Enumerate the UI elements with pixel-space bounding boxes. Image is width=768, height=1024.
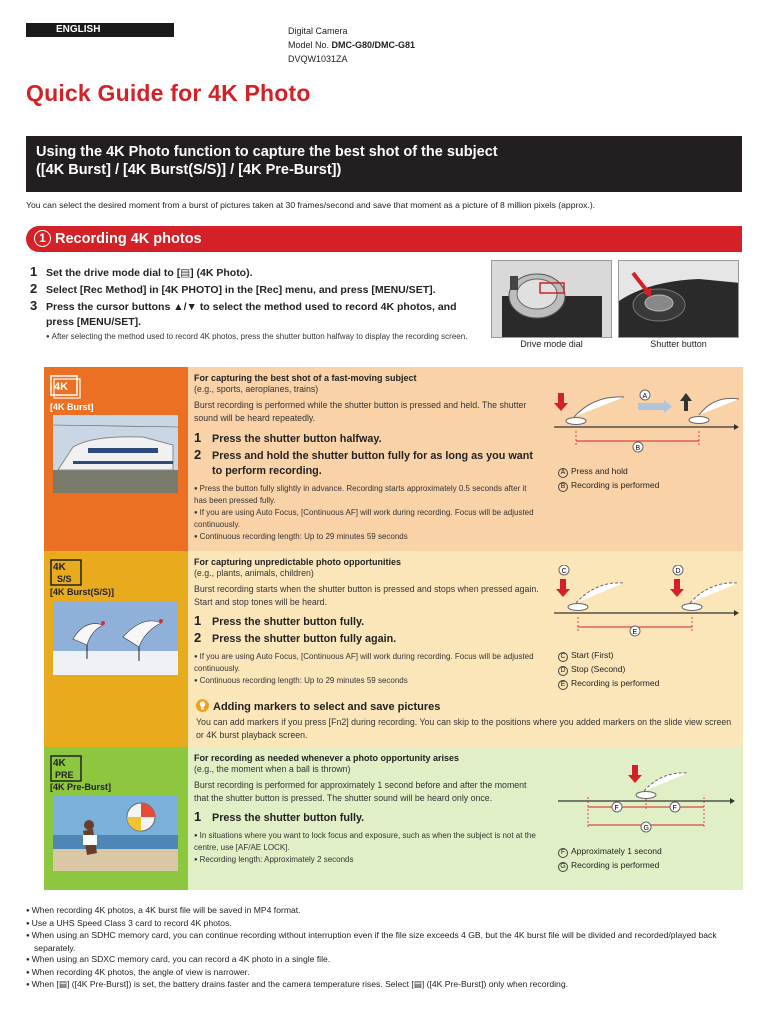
- drive-mode-dial-illustration: [491, 260, 612, 338]
- footnote: ● Use a UHS Speed Class 3 card to record 4K photos.: [26, 918, 746, 931]
- train-photo: [53, 415, 178, 493]
- burst-ss-timing-diagram: [554, 565, 739, 650]
- mode-step: 1 Press the shutter button fully.: [194, 809, 365, 824]
- diagram-legend: F Approximately 1 second G Recording is performed: [558, 844, 662, 872]
- mode-note: ● Continuous recording length: Up to 29 minutes 59 seconds: [194, 531, 539, 543]
- pre-burst-timing-diagram: [558, 761, 738, 846]
- model-prefix: Model No.: [288, 40, 330, 50]
- section-number: 1: [34, 230, 51, 247]
- panel-left: [44, 551, 188, 747]
- panel-4k-burst: [44, 367, 743, 551]
- language-badge: ENGLISH: [26, 23, 174, 37]
- footnote: ● When using an SDXC memory card, you can record a 4K photo in a single file.: [26, 954, 746, 967]
- beach-ball-photo: [53, 795, 178, 871]
- mode-note: ● If you are using Auto Focus, [Continuous AF] will work during recording. Focus will be adjusted continuously.: [194, 651, 539, 675]
- mode-example: (e.g., sports, aeroplanes, trains): [194, 384, 319, 394]
- mode-step: 2 Press and hold the shutter button fully for as long as you want to perform recording.: [194, 447, 533, 477]
- setup-step: 3 Press the cursor buttons ▲/▼ to select the method used to record 4K photos, and press [MENU/SET].: [30, 298, 457, 328]
- panel-right: [188, 367, 743, 551]
- mode-step: 1 Press the shutter button halfway.: [194, 430, 382, 445]
- mode-name: [4K Pre-Burst]: [50, 782, 112, 792]
- banner-line-1: Using the 4K Photo function to capture the best shot of the subject: [36, 144, 498, 160]
- lightbulb-icon: [196, 699, 209, 712]
- svg-text:A: A: [642, 393, 648, 400]
- cranes-photo: [53, 601, 178, 675]
- panel-left: [44, 747, 188, 890]
- tip-title: Adding markers to select and save pictures: [213, 701, 441, 713]
- mode-note: ● Recording length: Approximately 2 seconds: [194, 854, 539, 866]
- marker-tip: [196, 699, 741, 742]
- mode-heading: For capturing unpredictable photo opportunities: [194, 557, 401, 567]
- mode-note: ● If you are using Auto Focus, [Continuous AF] will work during recording. Focus will be adjusted continuously.: [194, 507, 539, 531]
- page-title: Quick Guide for 4K Photo: [26, 80, 311, 106]
- section-banner: [26, 136, 742, 192]
- mode-description: Burst recording is performed for approximately 1 second before and after the moment that the shutter button is pressed. The shutter sound will be heard only once.: [194, 780, 527, 803]
- product-name: Digital Camera: [288, 26, 348, 36]
- svg-text:D: D: [675, 568, 681, 575]
- svg-text:E: E: [632, 629, 638, 636]
- mode-note: ● In situations where you want to lock focus and exposure, such as when the subject is not at the centre, use [AF/AE LOCK].: [194, 830, 539, 854]
- svg-text:4K: 4K: [54, 381, 69, 393]
- diagram-legend: A Press and hold B Recording is performed: [558, 464, 659, 492]
- mode-step: 1 Press the shutter button fully.: [194, 613, 365, 628]
- intro-text: You can select the desired moment from a burst of pictures taken at 30 frames/second and save that moment as a picture of 8 million pixels (approx.).: [26, 200, 596, 210]
- mode-description: Burst recording starts when the shutter button is pressed and stops when pressed again. Start and stop tones will be heard.: [194, 584, 539, 607]
- svg-text:C: C: [561, 568, 567, 575]
- section-title: Recording 4K photos: [55, 231, 202, 247]
- burst-timing-diagram: [554, 385, 739, 470]
- drive-mode-dial-caption: Drive mode dial: [520, 339, 583, 349]
- diagram-legend: C Start (First) D Stop (Second) E Recording is performed: [558, 648, 659, 690]
- footnotes: [26, 905, 746, 992]
- svg-text:F: F: [672, 805, 677, 812]
- panel-text: [194, 557, 539, 687]
- panel-text: [194, 373, 539, 543]
- svg-text:4K: 4K: [53, 562, 66, 573]
- svg-text:S/S: S/S: [57, 574, 72, 584]
- section-heading: [26, 226, 742, 252]
- model-number: DMC-G80/DMC-G81: [331, 40, 416, 50]
- mode-heading: For capturing the best shot of a fast-moving subject: [194, 373, 417, 383]
- footnote: ● When using an SDHC memory card, you can continue recording without interruption even if the file size exceeds 4 GB, but the 4K burst file will be divided and recorded/played back separately.: [26, 930, 746, 954]
- mode-note: ● Press the button fully slightly in advance. Recording starts approximately 0.5 seconds after it has been pressed fully.: [194, 483, 539, 507]
- setup-note: ● After selecting the method used to record 4K photos, press the shutter button halfway to display the recording screen.: [30, 331, 485, 343]
- svg-text:PRE: PRE: [55, 770, 74, 780]
- footnote: ● When [▤] ([4K Pre-Burst]) is set, the battery drains faster and the camera temperature rises. Select [▤] ([4K Pre-Burst]) only when recording.: [26, 979, 746, 992]
- panel-left: [44, 367, 188, 551]
- mode-note: ● Continuous recording length: Up to 29 minutes 59 seconds: [194, 675, 539, 687]
- shutter-button-illustration: [618, 260, 739, 338]
- banner-line-2: ([4K Burst] / [4K Burst(S/S)] / [4K Pre-Burst]): [36, 162, 342, 178]
- mode-description: Burst recording is performed while the shutter button is pressed and held. The shutter sound will be heard repeatedly.: [194, 400, 527, 423]
- svg-text:F: F: [614, 805, 619, 812]
- setup-step: 2 Select [Rec Method] in [4K PHOTO] in the [Rec] menu, and press [MENU/SET].: [30, 281, 436, 296]
- mode-example: (e.g., the moment when a ball is thrown): [194, 764, 351, 774]
- svg-text:G: G: [643, 825, 649, 832]
- tip-text: You can add markers if you press [Fn2] during recording. You can skip to the positions where you added markers on the slide view screen or 4K burst playback screen.: [196, 717, 732, 740]
- mode-name: [4K Burst]: [50, 402, 94, 412]
- panel-right: [188, 747, 743, 890]
- model-info: [288, 24, 415, 66]
- setup-step: 1 Set the drive mode dial to [▤] (4K Photo).: [30, 264, 253, 279]
- doc-code: DVQW1031ZA: [288, 54, 348, 64]
- svg-text:4K: 4K: [53, 758, 66, 769]
- mode-step: 2 Press the shutter button fully again.: [194, 630, 397, 645]
- setup-steps: [30, 264, 485, 343]
- mode-name: [4K Burst(S/S)]: [50, 587, 115, 597]
- svg-text:B: B: [635, 445, 641, 452]
- footnote: ● When recording 4K photos, the angle of view is narrower.: [26, 967, 746, 980]
- footnote: ● When recording 4K photos, a 4K burst file will be saved in MP4 format.: [26, 905, 746, 918]
- panel-text: [194, 753, 539, 866]
- shutter-button-caption: Shutter button: [650, 339, 707, 349]
- panel-4k-pre-burst: [44, 747, 743, 890]
- mode-heading: For recording as needed whenever a photo opportunity arises: [194, 753, 460, 763]
- mode-example: (e.g., plants, animals, children): [194, 568, 314, 578]
